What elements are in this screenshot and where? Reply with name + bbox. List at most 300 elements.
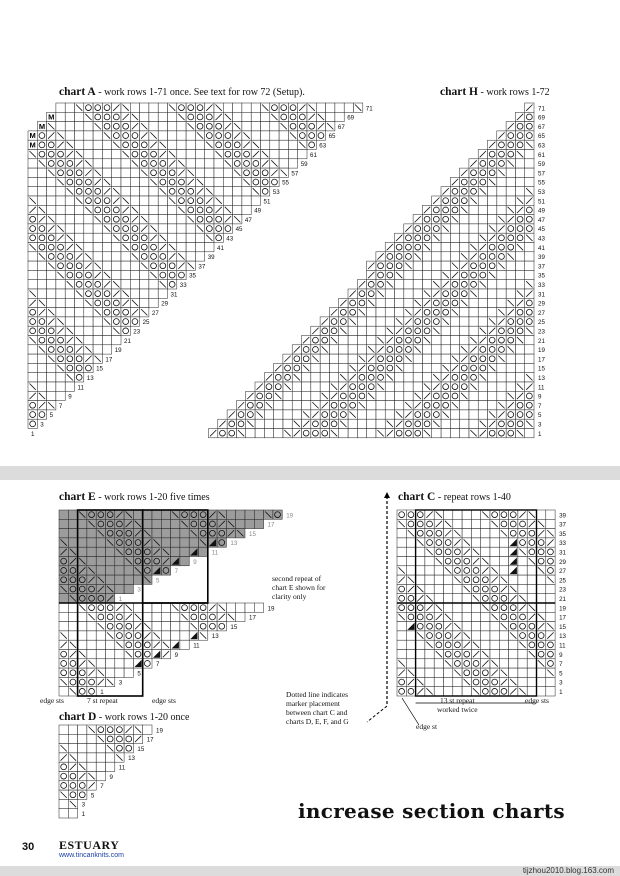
chart-cell [171,547,180,556]
chart-cell [469,298,478,307]
chart-cell [509,650,518,659]
chart-cell [270,131,279,140]
row-number: 9 [109,773,113,781]
chart-cell [270,140,279,149]
chart-cell [261,112,270,121]
chart-cell [441,233,450,242]
row-number: 3 [81,801,86,809]
chart-cell [65,112,74,121]
chart-cell [255,419,264,428]
chart-cell [453,519,462,528]
chart-cell [87,631,96,640]
chart-cell [413,382,422,391]
chart-cell [397,529,406,538]
row-number: 59 [300,161,308,169]
chart-cell [434,575,443,584]
chart-cell [102,326,111,335]
chart-cell [112,150,121,159]
row-number: 35 [189,272,196,280]
chart-cell [78,519,87,528]
chart-cell [441,326,450,335]
chart-cell [499,631,508,640]
chart-cell [47,373,56,382]
chart-cell [47,391,56,400]
chart-cell [329,345,338,354]
chart-cell [506,280,515,289]
chart-cell [444,584,453,593]
chart-cell [106,640,115,649]
chart-cell [413,270,422,279]
chart-cell [406,538,415,547]
chart-cell [397,650,406,659]
chart-cell [490,557,499,566]
chart-cell [506,177,515,186]
chart-cell [497,373,506,382]
chart-cell [56,112,65,121]
chart-cell [28,168,37,177]
chart-cell [78,725,87,734]
chart-cell [462,612,471,621]
row-number: 21 [124,337,131,345]
chart-cell [59,519,68,528]
chart-cell [68,734,77,743]
chart-cell [444,603,453,612]
chart-cell [158,112,167,121]
chart-cell [441,336,450,345]
chart-cell [158,131,167,140]
chart-cell [395,401,404,410]
row-number: 31 [170,291,178,299]
row-number: 1 [100,689,104,696]
chart-cell [214,187,223,196]
chart-cell [367,317,376,326]
chart-cell [152,622,161,631]
chart-cell [274,429,283,438]
chart-cell [422,270,431,279]
row-number: 7 [58,402,63,410]
chart-cell [367,336,376,345]
edge-st-leader [402,698,419,725]
row-number: 13 [86,375,94,382]
chart-cell [471,510,480,519]
chart-cell [37,354,46,363]
chart-cell [168,122,177,131]
chart-cell [441,419,450,428]
chart-cell [158,289,167,298]
chart-cell [537,668,546,677]
chart-cell [68,519,77,528]
row-number: 67 [538,123,545,131]
chart-cell [65,382,74,391]
chart-cell [302,401,311,410]
chart-cell [527,575,536,584]
chart-cell [84,224,93,233]
chart-cell [481,640,490,649]
chart-cell [68,744,77,753]
chart-cell [416,640,425,649]
chart-cell [87,762,96,771]
chart-cell [422,252,431,261]
chart-cell [87,650,96,659]
chart-cell [78,538,87,547]
chart-cell [462,529,471,538]
chart-cell [171,612,180,621]
chart-cell [478,196,487,205]
row-number: 31 [538,291,545,299]
chart-cell [177,233,186,242]
chart-cell [395,373,404,382]
chart-cell [37,289,46,298]
chart-cell [106,575,115,584]
chart-cell [96,659,105,668]
chart-cell [28,354,37,363]
chart-cell [525,429,534,438]
chart-cell [96,538,105,547]
chart-cell [515,280,524,289]
row-number: 23 [538,328,545,336]
chart-cell [102,233,111,242]
chart-cell [518,557,527,566]
chart-cell [471,529,480,538]
chart-cell [87,622,96,631]
chart-cell [413,354,422,363]
chart-cell [93,326,102,335]
chart-cell [499,566,508,575]
chart-cell [525,243,534,252]
chart-cell [527,677,536,686]
chart-cell [254,603,263,612]
chart-c-edge-st: edge st [416,722,438,731]
chart-cell [261,131,270,140]
chart-cell [469,224,478,233]
row-number: 19 [114,347,122,355]
chart-cell [416,566,425,575]
chart-cell [106,668,115,677]
chart-cell [478,289,487,298]
chart-cell [497,391,506,400]
row-number: 49 [254,207,262,215]
chart-cell [367,308,376,317]
chart-cell [56,280,65,289]
chart-cell [525,177,534,186]
chart-cell [75,140,84,149]
chart-cell [270,150,279,159]
chart-cell [537,510,546,519]
row-number: 27 [151,309,159,317]
chart-cell [478,308,487,317]
chart-cell [59,725,68,734]
chart-cell [161,603,170,612]
chart-cell [121,280,130,289]
chart-cell [404,289,413,298]
row-number: 23 [559,586,566,594]
chart-cell [56,205,65,214]
chart-cell [261,122,270,131]
chart-cell [518,584,527,593]
chart-cell [112,270,121,279]
chart-cell [121,168,130,177]
chart-cell [149,187,158,196]
chart-cell [161,538,170,547]
chart-cell [93,233,102,242]
chart-cell [223,168,232,177]
chart-cell [525,363,534,372]
chart-cell [186,140,195,149]
chart-cell [47,270,56,279]
m1-symbol: M [48,112,55,122]
chart-cell [93,336,102,345]
chart-cell [546,612,555,621]
chart-cell [180,631,189,640]
chart-cell [242,103,251,112]
chart-cell [195,140,204,149]
chart-cell [406,650,415,659]
chart-cell [432,252,441,261]
row-number: 21 [538,337,545,345]
chart-cell [87,538,96,547]
chart-cell [288,150,297,159]
chart-cell [75,122,84,131]
chart-cell [469,419,478,428]
chart-cell [205,168,214,177]
chart-cell [488,205,497,214]
chart-cell [28,363,37,372]
chart-cell [112,159,121,168]
chart-cell [251,122,260,131]
chart-cell [497,289,506,298]
chart-cell [143,519,152,528]
chart-cell [339,345,348,354]
chart-cell [112,168,121,177]
chart-cell [525,168,534,177]
chart-cell [102,150,111,159]
website-link[interactable]: www.tincanknits.com [59,852,124,859]
chart-cell [87,744,96,753]
chart-cell [478,215,487,224]
row-number: 37 [559,521,566,529]
chart-cell [87,753,96,762]
chart-cell [422,261,431,270]
chart-cell [168,131,177,140]
chart-cell [47,187,56,196]
chart-cell [367,429,376,438]
chart-cell [205,150,214,159]
chart-cell [195,252,204,261]
chart-cell [453,584,462,593]
chart-cell [28,261,37,270]
chart-cell [406,557,415,566]
chart-cell [298,150,307,159]
chart-cell [140,298,149,307]
chart-cell [481,529,490,538]
chart-cell [56,373,65,382]
chart-cell [490,622,499,631]
chart-cell [75,131,84,140]
chart-cell [65,308,74,317]
chart-cell [214,159,223,168]
chart-cell [274,401,283,410]
chart-cell [416,547,425,556]
chart-cell [320,363,329,372]
chart-cell [460,429,469,438]
chart-cell [385,308,394,317]
chart-cell [84,215,93,224]
row-number: 21 [559,596,566,603]
chart-cell [274,410,283,419]
chart-cell [488,382,497,391]
row-number: 15 [230,623,238,631]
row-number: 25 [538,319,545,327]
chart-cell [84,140,93,149]
chart-cell [509,668,518,677]
chart-cell [140,205,149,214]
chart-c-title: chart C - repeat rows 1-40 [398,491,511,503]
chart-cell [376,391,385,400]
chart-cell [65,224,74,233]
chart-cell [413,280,422,289]
chart-cell [385,401,394,410]
row-number: 37 [198,263,206,271]
chart-cell [397,557,406,566]
chart-cell [149,103,158,112]
chart-cell [481,519,490,528]
chart-cell [397,631,406,640]
row-number: 63 [319,142,327,150]
chart-cell [158,205,167,214]
chart-cell [444,510,453,519]
chart-cell [68,603,77,612]
chart-cell [462,519,471,528]
chart-cell [385,289,394,298]
chart-cell [395,382,404,391]
chart-cell [292,391,301,400]
chart-cell [93,140,102,149]
chart-cell [311,363,320,372]
chart-cell [87,640,96,649]
row-number: 1 [559,689,563,696]
chart-cell [525,354,534,363]
dotted-arrow-head [384,492,390,498]
chart-cell [37,168,46,177]
chart-cell [112,177,121,186]
chart-cell [404,298,413,307]
chart-cell [140,187,149,196]
page-number: 30 [22,841,35,853]
chart-c-edge-sts: edge sts [525,696,549,705]
chart-cell [506,168,515,177]
chart-cell [450,429,459,438]
row-number: 9 [193,558,197,566]
chart-cell [525,270,534,279]
row-number: 7 [174,568,179,576]
chart-cell [478,317,487,326]
chart-cell [434,584,443,593]
chart-cell [78,631,87,640]
chart-cell [288,159,297,168]
row-number: 37 [538,263,545,271]
chart-cell [422,363,431,372]
chart-cell [518,650,527,659]
chart-cell [506,289,515,298]
chart-cell [236,603,245,612]
chart-cell [453,612,462,621]
chart-cell [68,612,77,621]
chart-cell [441,354,450,363]
chart-cell [537,603,546,612]
chart-cell [115,650,124,659]
chart-cell [488,373,497,382]
row-number: 15 [538,365,545,373]
chart-cell [102,243,111,252]
chart-cell [537,677,546,686]
chart-cell [515,373,524,382]
chart-cell [75,215,84,224]
chart-cell [180,640,189,649]
row-number: 59 [538,161,545,169]
chart-cell [497,205,506,214]
chart-cell [245,510,254,519]
chart-cell [152,603,161,612]
chart-cell [158,224,167,233]
row-number: 47 [244,216,252,224]
chart-cell [130,177,139,186]
row-number: 39 [559,512,566,520]
chart-cell [432,363,441,372]
chart-cell [311,373,320,382]
chart-cell [130,196,139,205]
chart-cell [469,391,478,400]
chart-cell [506,373,515,382]
chart-cell [130,187,139,196]
chart-cell [75,326,84,335]
chart-cell [59,687,68,696]
chart-cell [102,345,111,354]
chart-cell [149,298,158,307]
chart-cell [525,261,534,270]
chart-cell [264,429,273,438]
row-number: 19 [156,727,163,735]
chart-cell [195,233,204,242]
row-number: 9 [559,651,563,659]
chart-cell [462,510,471,519]
chart-cell [47,177,56,186]
chart-cell [47,280,56,289]
chart-cell [121,159,130,168]
chart-cell [115,575,124,584]
chart-cell [75,205,84,214]
chart-cell [112,252,121,261]
chart-cell [96,762,105,771]
chart-cell [497,298,506,307]
chart-cell [28,280,37,289]
chart-cell [469,410,478,419]
chart-cell [233,112,242,121]
chart-cell [376,317,385,326]
chart-cell [180,557,189,566]
chart-cell [28,270,37,279]
dotted-line-note: Dotted line indicates marker placement between chart C and charts D, E, F, and G [286,690,349,726]
row-number: 71 [538,105,545,113]
chart-cell [432,354,441,363]
chart-cell [460,243,469,252]
chart-cell [515,159,524,168]
chart-cell [367,326,376,335]
chart-cell [326,103,335,112]
chart-cell [28,159,37,168]
row-number: 55 [538,179,545,187]
chart-cell [171,538,180,547]
chart-cell [416,650,425,659]
